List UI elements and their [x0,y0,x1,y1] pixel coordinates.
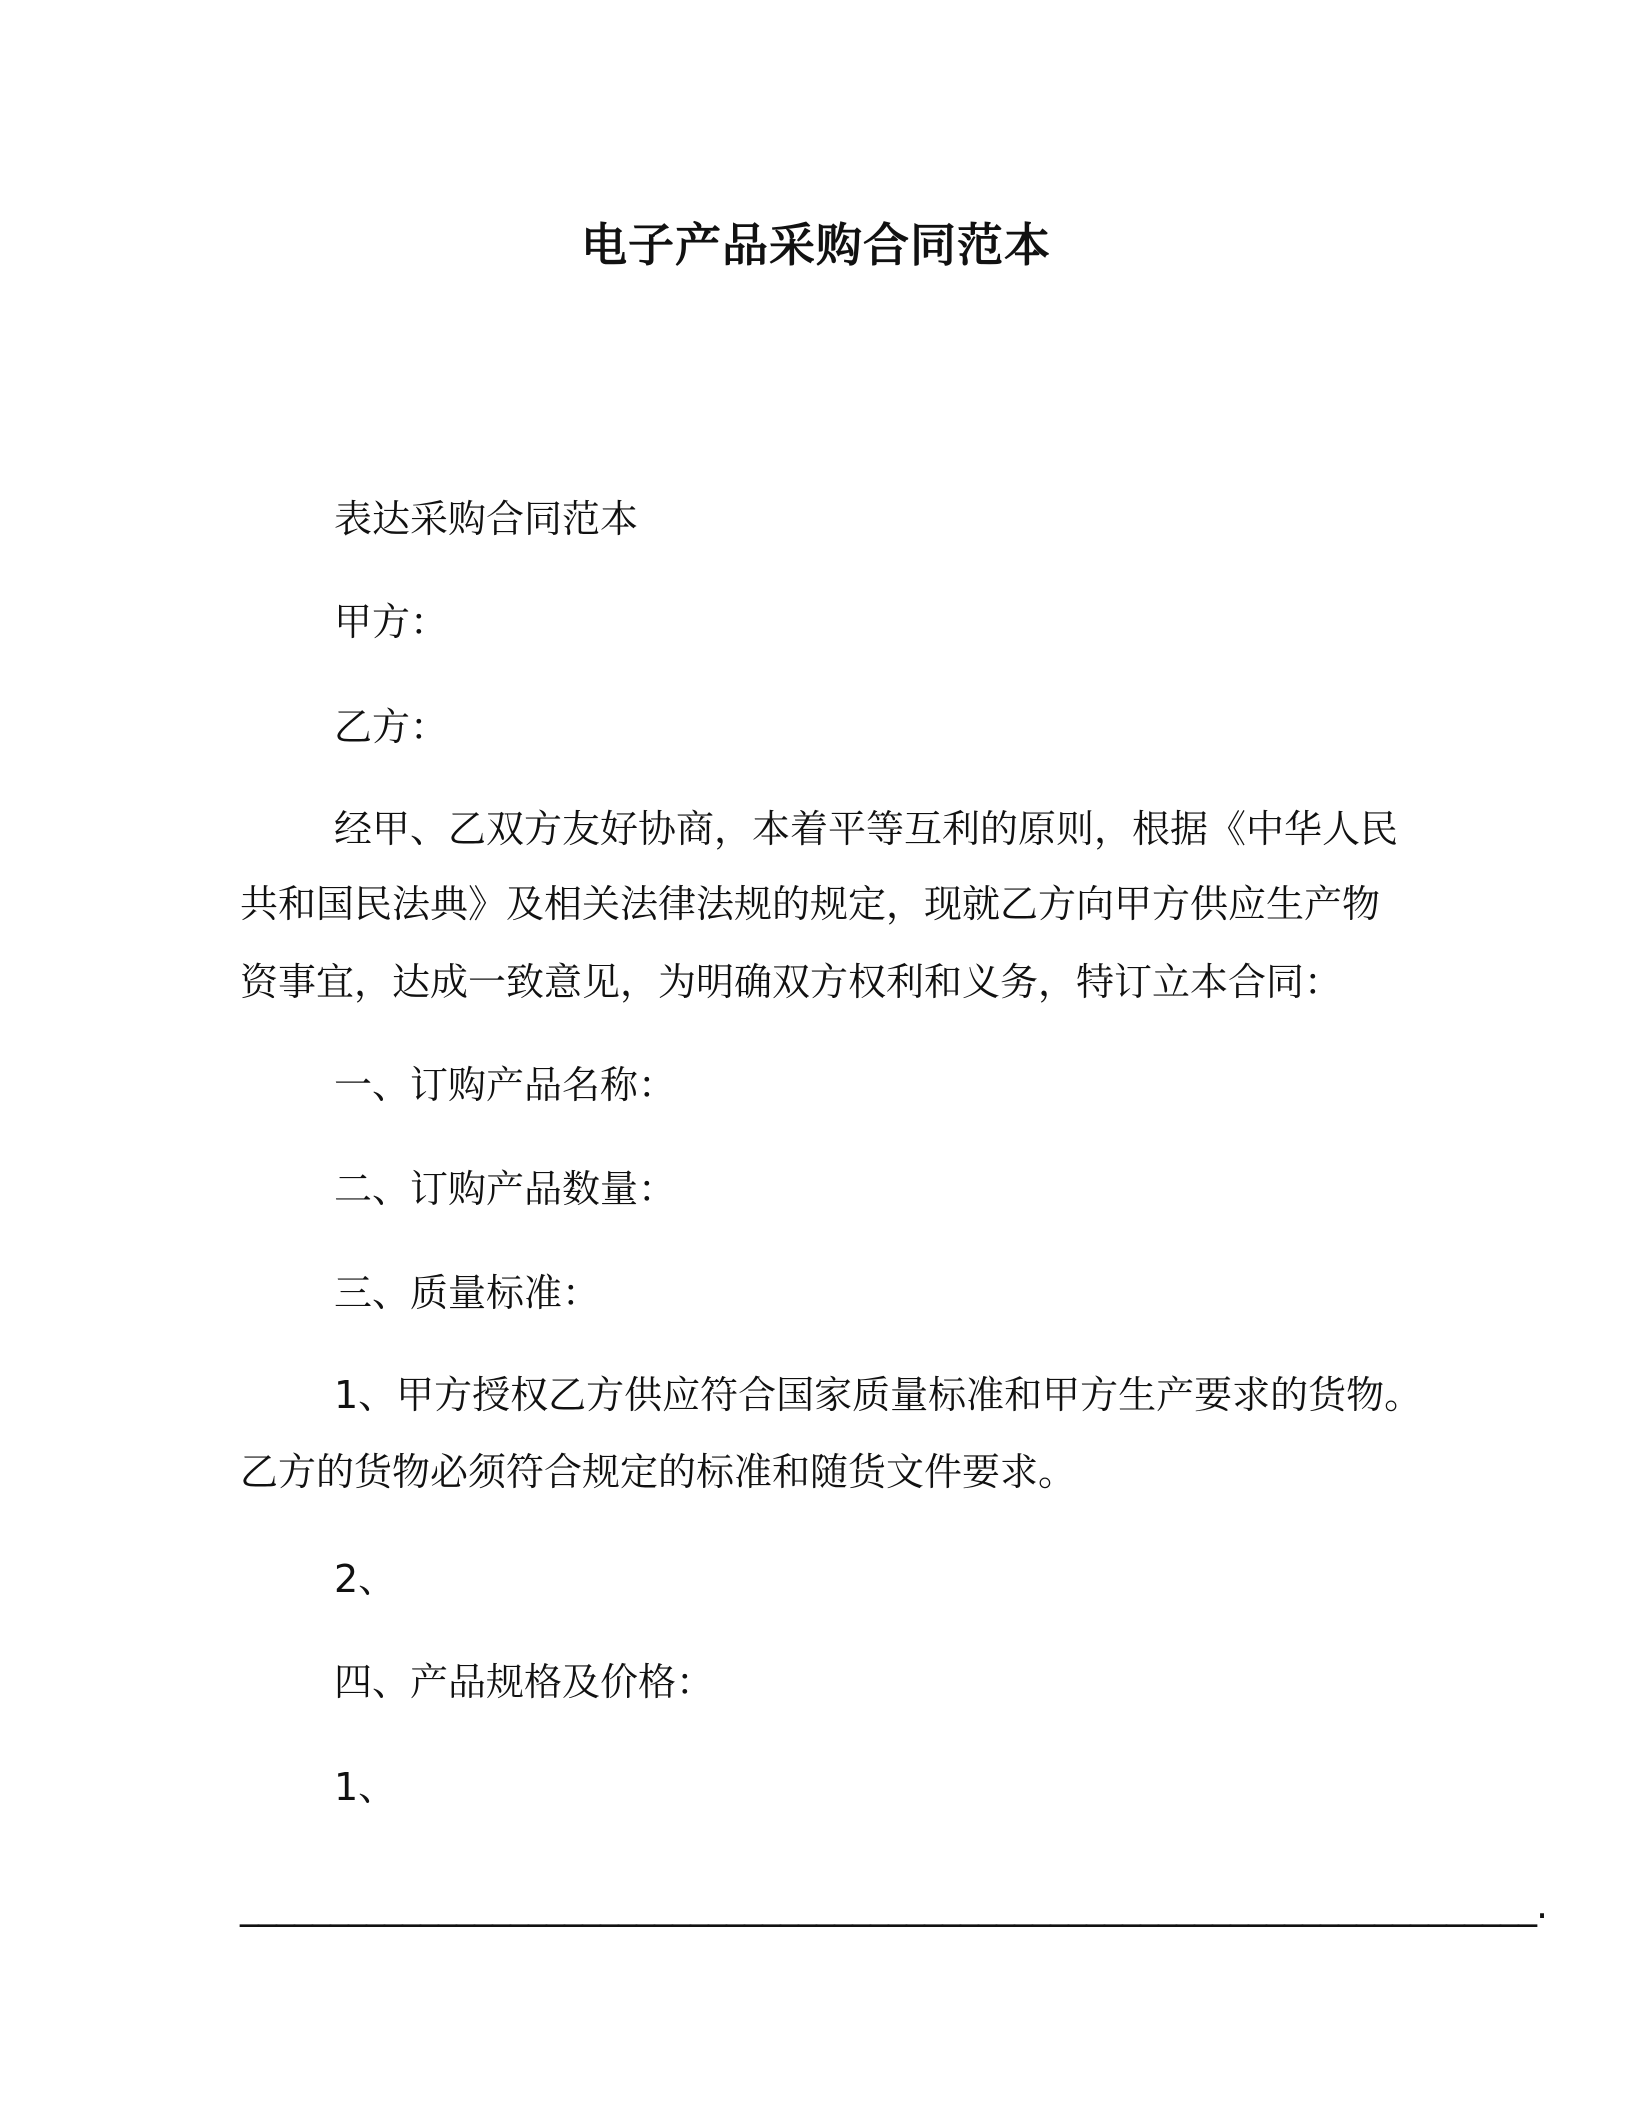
quality-item-1-line-2: 乙方的货物必须符合规定的标准和随货文件要求。 [240,1450,1077,1494]
quality-item-1-line-1: 1、甲方授权乙方供应符合国家质量标准和甲方生产要求的货物。 [334,1373,1423,1417]
party-a-line: 甲方： [334,600,449,644]
document-title: 电子产品采购合同范本 [581,218,1051,272]
blank-fill-line: ________________________________________________________________________. [240,1883,1548,1927]
specs-item-1: 1、 [334,1765,397,1809]
section-product-name: 一、订购产品名称： [334,1063,677,1107]
intro-paragraph-line-3: 资事宜，达成一致意见，为明确双方权利和义务，特订立本合同： [240,960,1343,1004]
intro-paragraph-line-1: 经甲、乙双方友好协商，本着平等互利的原则，根据《中华人民 [334,807,1399,851]
party-b-line: 乙方： [334,705,449,749]
quality-item-2: 2、 [334,1557,397,1601]
section-quality-standard: 三、质量标准： [334,1271,601,1315]
section-specs-price: 四、产品规格及价格： [334,1660,715,1704]
subtitle-line: 表达采购合同范本 [334,497,639,541]
section-product-quantity: 二、订购产品数量： [334,1167,677,1211]
intro-paragraph-line-2: 共和国民法典》及相关法律法规的规定，现就乙方向甲方供应生产物 [240,882,1381,926]
